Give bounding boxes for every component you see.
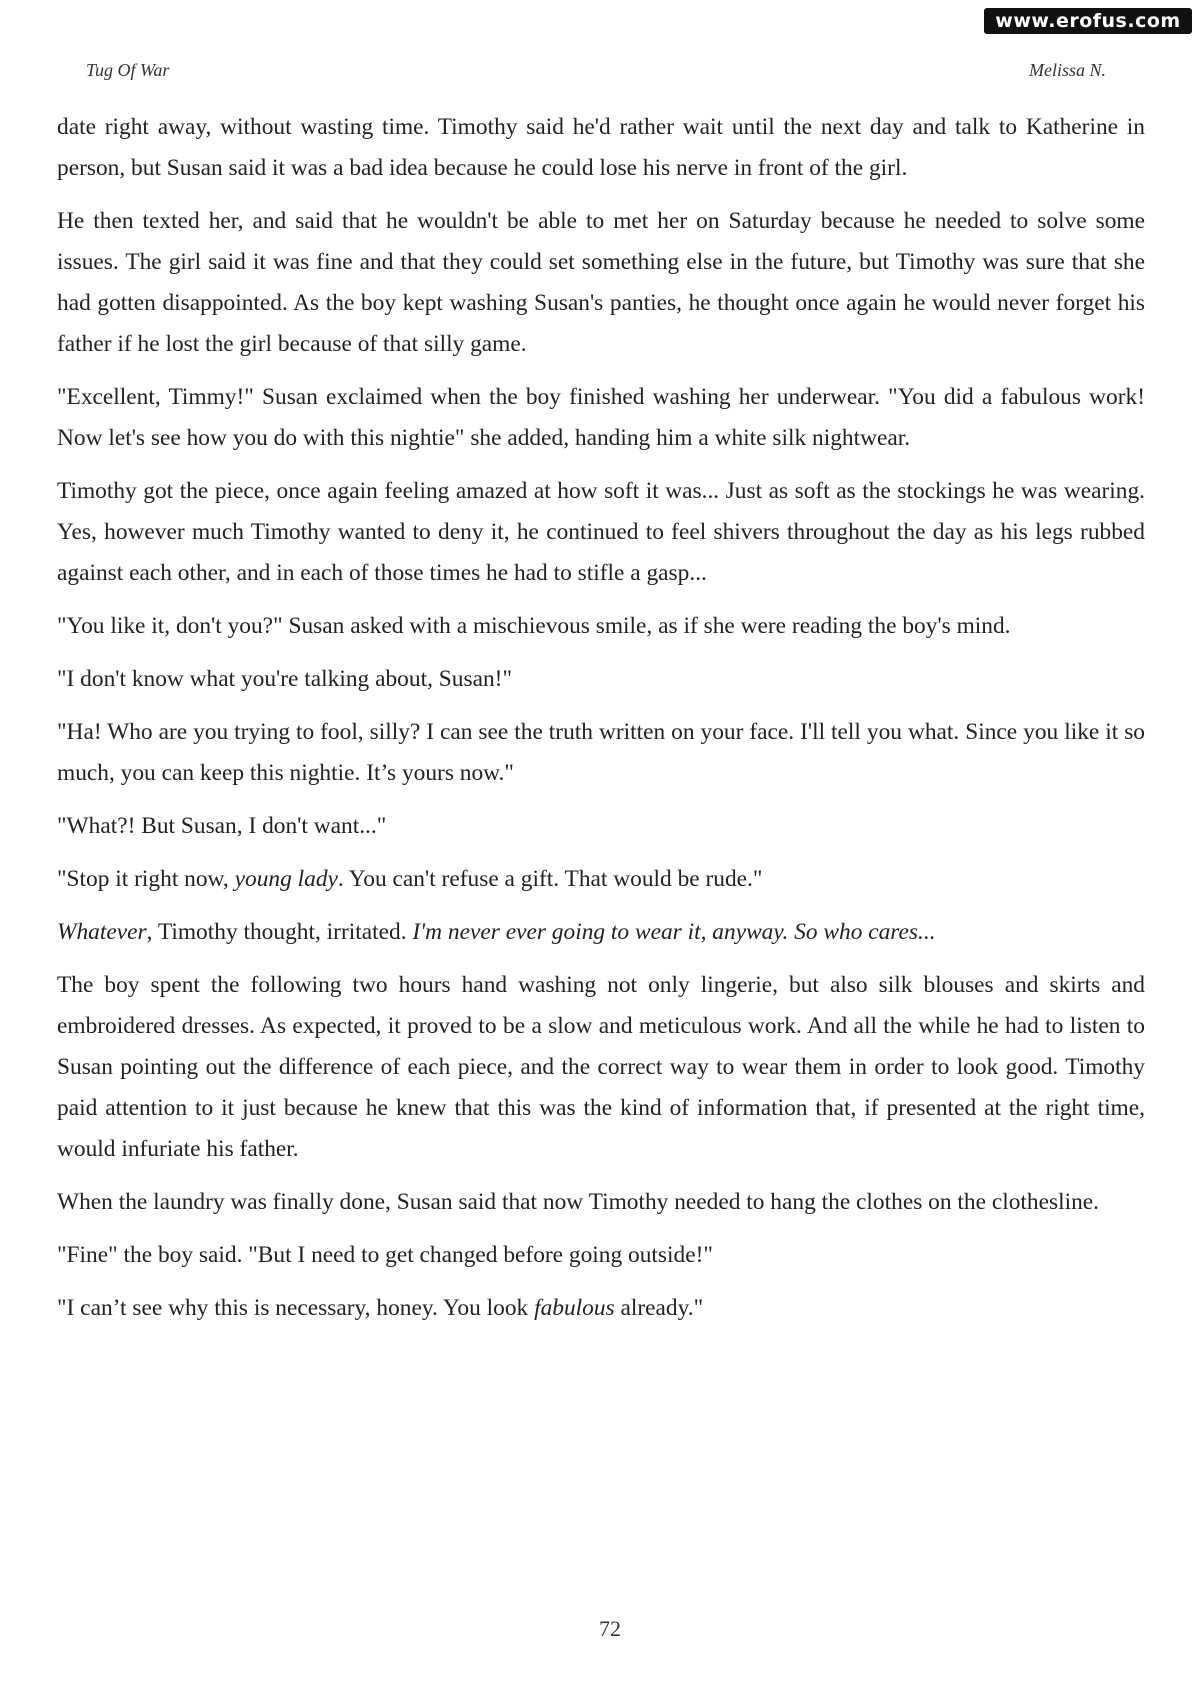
paragraph: "What?! But Susan, I don't want...": [57, 813, 387, 839]
text-run: , Timothy thought, irritated.: [146, 919, 413, 945]
watermark: www.erofus.com: [984, 8, 1192, 34]
running-header: [86, 60, 1114, 90]
book-title: Tug Of War: [86, 60, 170, 80]
author-name: Melissa N.: [1028, 60, 1106, 80]
paragraph: "You like it, don't you?" Susan asked with a mischievous smile, as if she were reading the boy's mind.: [57, 613, 1011, 639]
italic-run: Whatever: [57, 919, 147, 945]
italic-run: I'm never ever going to wear it, anyway. So who cares...: [412, 919, 936, 945]
italic-run: fabulous: [534, 1295, 615, 1321]
paragraph: "I don't know what you're talking about, Susan!": [57, 666, 512, 692]
paragraph: When the laundry was finally done, Susan said that now Timothy needed to hang the clothes on the clothesline.: [57, 1189, 1099, 1215]
text-run: "Stop it right now,: [57, 866, 235, 892]
paragraph: "Excellent, Timmy!" Susan exclaimed when the boy finished washing her underwear. "You did a fabulous work! Now let's see how you do with this nightie" she added, handing him a white silk nightwear.: [57, 384, 1145, 451]
paragraph: "Fine" the boy said. "But I need to get changed before going outside!": [57, 1242, 713, 1268]
text-run: "I can’t see why this is necessary, honey. You look: [57, 1295, 535, 1321]
paragraph: He then texted her, and said that he wouldn't be able to met her on Saturday because he needed to solve some issues. The girl said it was fine and that they could set something else in the future, but Timothy was sure that she had gotten disappointed. As the boy kept washing Susan's panties, he thought once again he would never forget his father if he lost the girl because of that silly game.: [57, 208, 1145, 357]
page-body: [57, 107, 1145, 1341]
text-run: . You can't refuse a gift. That would be rude.": [337, 866, 763, 892]
paragraph: [57, 859, 1145, 900]
text-run: already.": [614, 1295, 704, 1321]
paragraph: date right away, without wasting time. Timothy said he'd rather wait until the next day and talk to Katherine in person, but Susan said it was a bad idea because he could lose his nerve in front of the girl.: [57, 114, 1145, 181]
paragraph: Timothy got the piece, once again feeling amazed at how soft it was... Just as soft as the stockings he was wearing. Yes, however much Timothy wanted to deny it, he continued to feel shivers throughout the day as his legs rubbed against each other, and in each of those times he had to stifle a gasp...: [57, 478, 1145, 586]
page-number: 72: [599, 1616, 621, 1641]
paragraph: [57, 1288, 1145, 1329]
paragraph: "Ha! Who are you trying to fool, silly? I can see the truth written on your face. I'll tell you what. Since you like it so much, you can keep this nightie. It’s yours now.": [57, 719, 1145, 786]
paragraph: The boy spent the following two hours hand washing not only lingerie, but also silk blouses and skirts and embroidered dresses. As expected, it proved to be a slow and meticulous work. And all the while he had to listen to Susan pointing out the difference of each piece, and the correct way to wear them in order to look good. Timothy paid attention to it just because he knew that this was the kind of information that, if presented at the right time, would infuriate his father.: [57, 972, 1145, 1162]
paragraph: [57, 912, 1145, 953]
italic-run: young lady: [234, 866, 338, 892]
